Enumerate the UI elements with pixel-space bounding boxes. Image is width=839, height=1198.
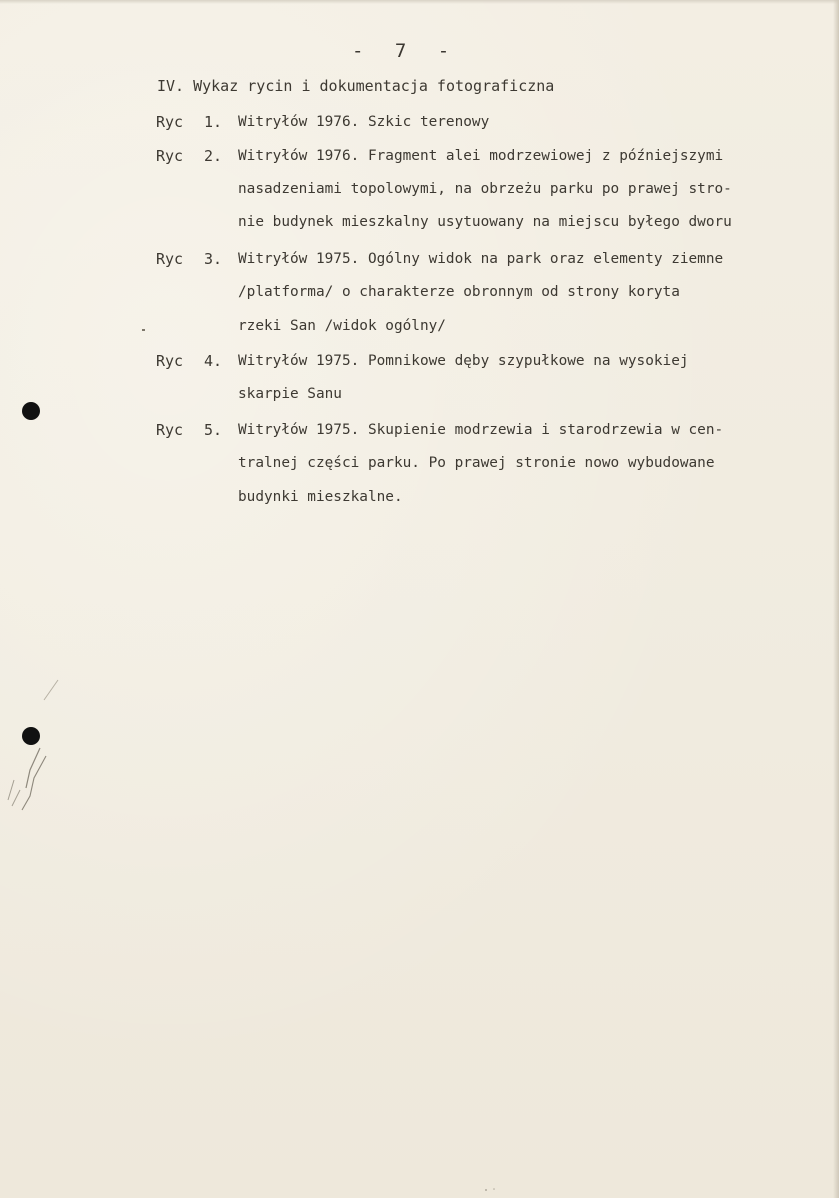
entry-line: tralnej części parku. Po prawej stronie nowo wybudowane <box>238 455 715 471</box>
entry-line: Witryłów 1976. Szkic terenowy <box>238 114 490 130</box>
entry-line: /platforma/ o charakterze obronnym od strony koryta <box>238 284 680 300</box>
entry-number: 4. <box>204 352 223 370</box>
entry-number: 2. <box>204 147 223 165</box>
bottom-edge-marks <box>480 1184 520 1196</box>
section-title: Wykaz rycin i dokumentacja fotograficzna <box>193 77 555 95</box>
entry-line: Witryłów 1975. Skupienie modrzewia i starodrzewia w cen- <box>238 422 724 438</box>
pencil-marks <box>0 660 70 820</box>
entry-label: Ryc <box>156 113 184 131</box>
entry-label: Ryc <box>156 147 184 165</box>
entry-line: rzeki San /widok ogólny/ <box>238 318 446 334</box>
entry-number: 3. <box>204 250 223 268</box>
stray-dot <box>142 329 145 331</box>
page-number: - 7 - <box>352 40 460 62</box>
paper-right-edge <box>833 0 839 1198</box>
entry-label: Ryc <box>156 352 184 370</box>
section-number: IV. <box>157 77 185 95</box>
entry-line: nie budynek mieszkalny usytuowany na miejscu byłego dworu <box>238 214 732 230</box>
entry-number: 5. <box>204 421 223 439</box>
entry-line: Witryłów 1975. Pomnikowe dęby szypułkowe na wysokiej <box>238 353 689 369</box>
entry-line: skarpie Sanu <box>238 386 342 402</box>
entry-line: nasadzeniami topolowymi, na obrzeżu parku po prawej stro- <box>238 181 732 197</box>
entry-line: budynki mieszkalne. <box>238 489 403 505</box>
entry-label: Ryc <box>156 421 184 439</box>
entry-line: Witryłów 1975. Ogólny widok na park oraz elementy ziemne <box>238 251 724 267</box>
punch-hole <box>22 402 40 420</box>
section-heading <box>157 77 554 95</box>
entry-label: Ryc <box>156 250 184 268</box>
entry-line: Witryłów 1976. Fragment alei modrzewiowej z późniejszymi <box>238 148 724 164</box>
entry-number: 1. <box>204 113 223 131</box>
paper-top-edge <box>0 0 839 4</box>
